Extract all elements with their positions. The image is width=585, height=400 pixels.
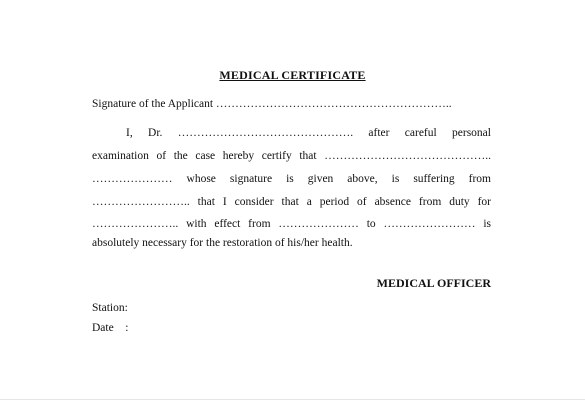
date-label: Date : (92, 322, 129, 334)
body-line-5: ………………….. with effect from ………………… to …………………… is (92, 218, 491, 230)
body-line-2: examination of the case hereby certify that …………………………………….. (92, 150, 491, 162)
certificate-title: MEDICAL CERTIFICATE (219, 68, 366, 82)
body-line-4: …………………….. that I consider that a period of absence from duty for (92, 196, 491, 208)
body-line-6: absolutely necessary for the restoration of his/her health. (92, 237, 353, 249)
station-label: Station: (92, 302, 128, 314)
medical-officer-label: MEDICAL OFFICER (376, 276, 491, 290)
body-line-3: ………………… whose signature is given above, is suffering from (92, 173, 491, 185)
applicant-signature-line: Signature of the Applicant …………………………………………………….. (92, 98, 452, 110)
body-line-1: I, Dr. ………………………………………. after careful personal (126, 127, 491, 139)
